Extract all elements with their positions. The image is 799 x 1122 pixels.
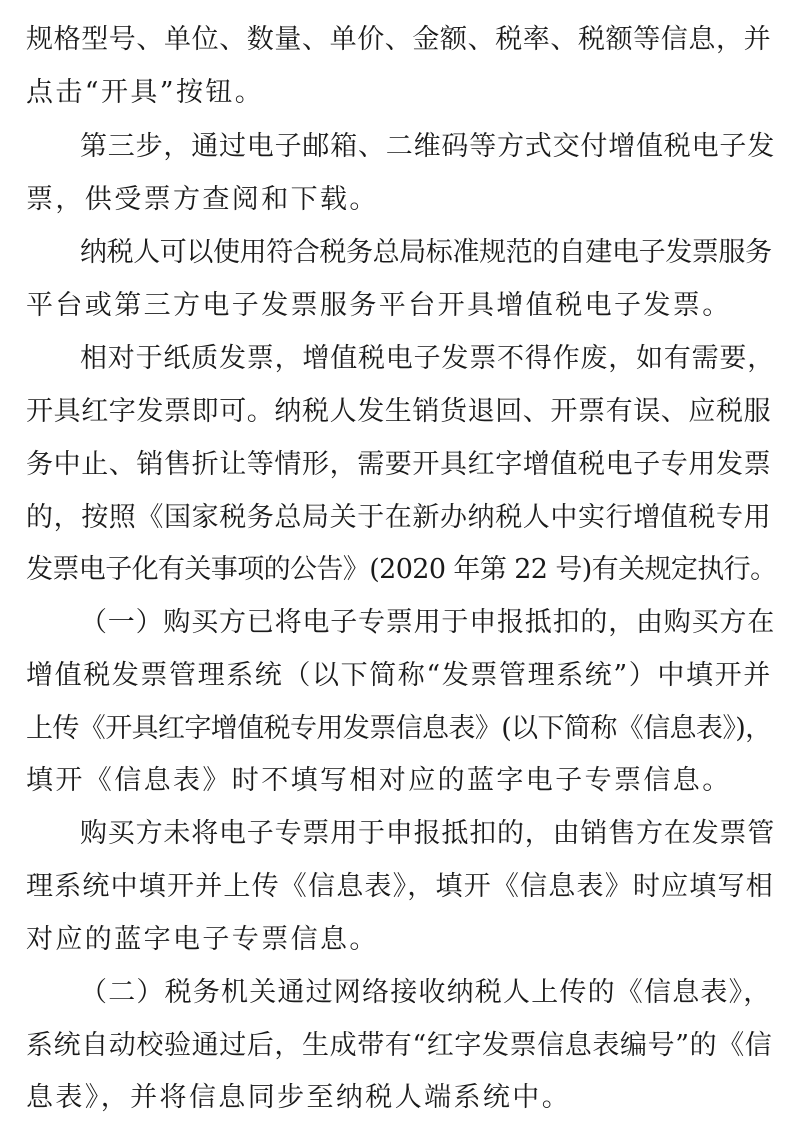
text-line: 购买方未将电子专票用于申报抵扣的，由销售方在发票管 [80,818,775,849]
text-line: 上传《开具红字增值税专用发票信息表》(以下简称《信息表》)， [26,713,772,744]
text-line: 发票电子化有关事项的公告》(2020 年第 22 号)有关规定执行。 [26,554,777,585]
text-line: （一）购买方已将电子专票用于申报抵扣的，由购买方在 [80,607,775,638]
text-line: 理系统中填开并上传《信息表》，填开《信息表》时应填写相 [26,871,774,902]
text-line: 第三步，通过电子邮箱、二维码等方式交付增值税电子发 [80,131,775,162]
text-line: 票，供受票方查阅和下载。 [26,184,379,215]
text-line: 规格型号、单位、数量、单价、金额、税率、税额等信息，并 [26,24,772,55]
text-line: 相对于纸质发票，增值税电子发票不得作废，如有需要， [80,343,775,374]
text-line: 纳税人可以使用符合税务总局标准规范的自建电子发票服务 [80,237,772,268]
text-line: 开具红字发票即可。纳税人发生销货退回、开票有误、应税服 [26,396,772,427]
text-line: 平台或第三方电子发票服务平台开具增值税电子发票。 [26,290,732,321]
text-line: 增值税发票管理系统（以下简称“发票管理系统”）中填开并 [26,660,772,691]
text-line: 的，按照《国家税务总局关于在新办纳税人中实行增值税专用 [26,502,772,533]
text-line: 系统自动校验通过后，生成带有“红字发票信息表编号”的《信 [26,1030,773,1061]
text-line: 点击“开具”按钮。 [26,77,265,108]
text-line: 填开《信息表》时不填写相对应的蓝字电子专票信息。 [26,765,732,796]
text-line: 息表》，并将信息同步至纳税人端系统中。 [26,1082,572,1113]
text-line: 务中止、销售折让等情形，需要开具红字增值税电子专用发票 [26,449,772,480]
text-line: 对应的蓝字电子专票信息。 [26,924,379,955]
text-line: （二）税务机关通过网络接收纳税人上传的《信息表》， [80,977,772,1008]
